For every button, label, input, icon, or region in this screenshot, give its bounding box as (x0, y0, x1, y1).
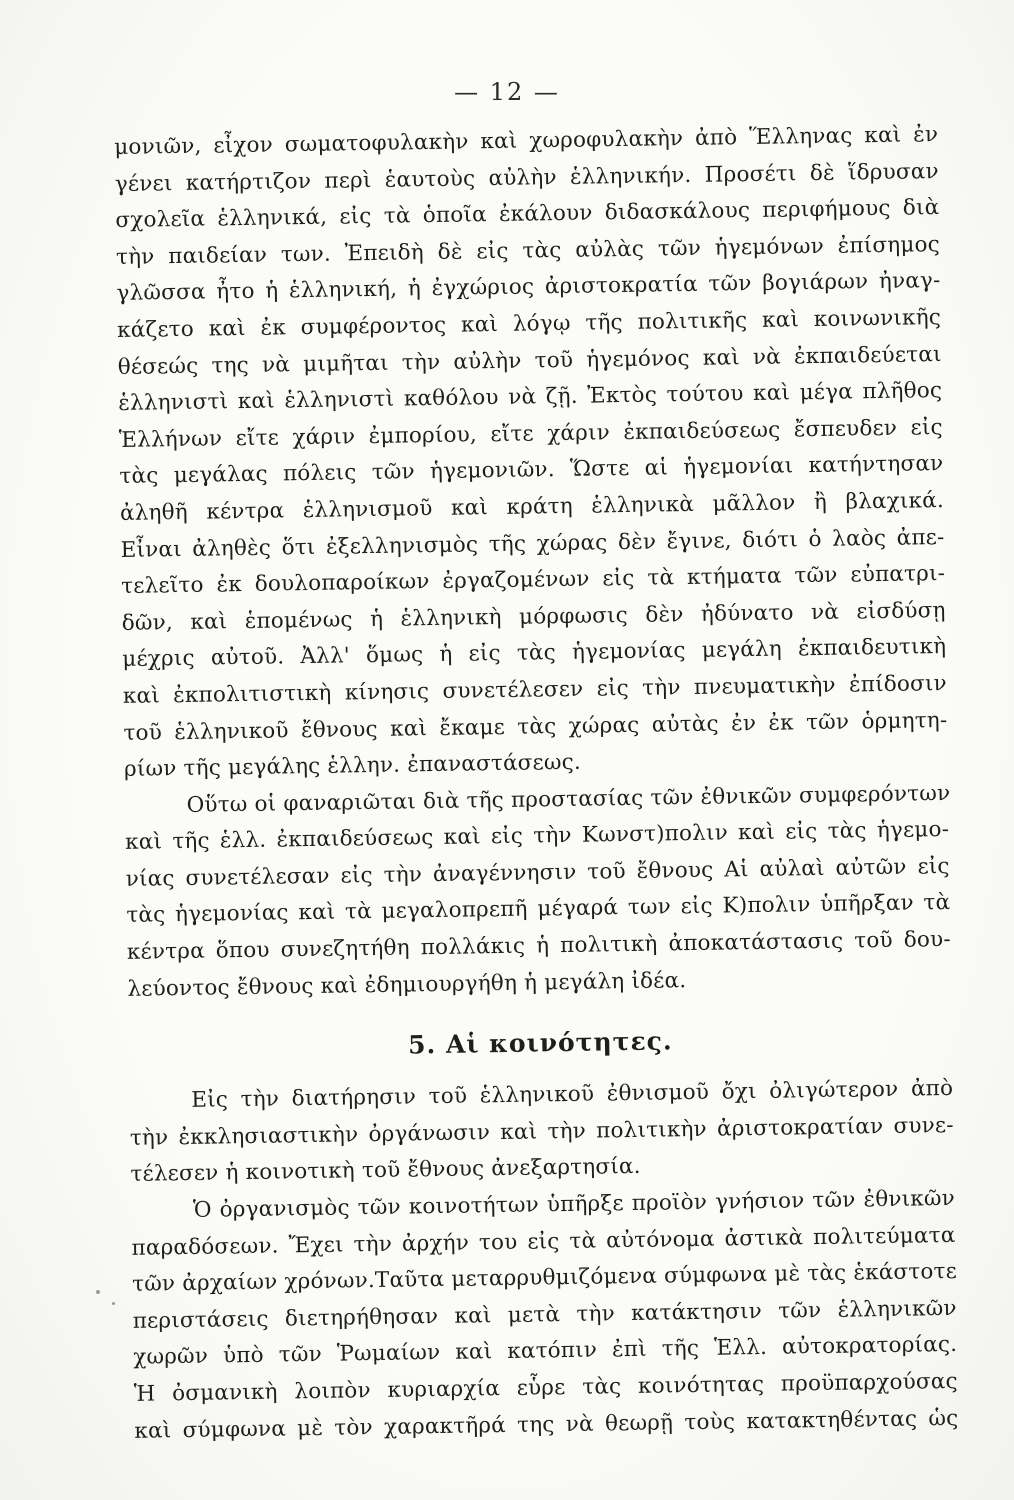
text-line: Ἡ ὀσμανικὴ λοιπὸν κυριαρχία εὗρε τὰς κοινότητας προϋπαρχούσας (133, 1368, 958, 1407)
text-line: καὶ ἐκπολιτιστικὴ κίνησις συνετέλεσεν εἰς τὴν πνευματικὴν ἐπίδοσιν (122, 670, 947, 709)
text-line: τὴν παιδείαν των. Ἐπειδὴ δὲ εἰς τὰς αὐλὰς τῶν ἡγεμόνων ἐπίσημος (115, 231, 941, 270)
text-line: τελεῖτο ἐκ δουλοπαροίκων ἐργαζομένων εἰς τὰ κτήματα τῶν εὐπατρι- (120, 561, 946, 600)
text-line: λεύοντος ἔθνους καὶ ἐδημιουργήθη ἡ μεγάλη ἰδέα. (127, 967, 687, 1002)
text-line: τὴν ἐκκλησιαστικὴν ὀργάνωσιν καὶ τὴν πολιτικὴν ἀριστοκρατίαν συνε- (129, 1112, 954, 1151)
text-line: περιστάσεις διετηρήθησαν καὶ μετὰ τὴν κατάκτησιν τῶν ἑλληνικῶν (132, 1295, 957, 1334)
text-line: καὶ τῆς ἑλλ. ἐκπαιδεύσεως καὶ εἰς τὴν Κωνστ)πολιν καὶ εἰς τὰς ἡγεμο- (124, 817, 950, 856)
text-line: ρίων τῆς μεγάλης ἑλλην. ἐπαναστάσεως. (123, 749, 582, 783)
text-line: τοῦ ἑλληνικοῦ ἔθνους καὶ ἔκαμε τὰς χώρας αὐτὰς ἐν ἐκ τῶν ὁρμητη- (123, 707, 948, 746)
scan-speck (112, 1302, 115, 1305)
text-line: γλῶσσα ἦτο ἡ ἑλληνική, ἡ ἐγχώριος ἀριστοκρατία τῶν βογιάρων ἠναγ- (116, 268, 941, 307)
text-line: τὰς ἡγεμονίας καὶ τὰ μεγαλοπρεπῆ μέγαρά των εἰς Κ)πολιν ὑπῆρξαν τὰ (126, 890, 951, 929)
paragraph-4 (131, 1181, 959, 1450)
text-line: θέσεώς της νὰ μιμῆται τὴν αὐλὴν τοῦ ἡγεμόνος καὶ νὰ ἐκπαιδεύεται (117, 341, 942, 380)
text-line: παραδόσεων. Ἔχει τὴν ἀρχήν του εἰς τὰ αὐτόνομα ἀστικὰ πολιτεύματα (131, 1222, 956, 1261)
text-line: καὶ σύμφωνα μὲ τὸν χαρακτῆρά της νὰ θεωρῇ τοὺς κατακτηθέντας ὡς (134, 1405, 959, 1444)
paragraph-2 (124, 776, 951, 1008)
body-text (114, 117, 959, 1450)
text-line: τὰς μεγάλας πόλεις τῶν ἡγεμονιῶν. Ὥστε αἱ ἡγεμονίαι κατήντησαν (119, 451, 944, 490)
text-line: κέντρα ὅπου συνεζητήθη πολλάκις ἡ πολιτικὴ ἀποκατάστασις τοῦ δου- (126, 927, 952, 965)
text-line: Εἶναι ἀληθὲς ὅτι ἐξελληνισμὸς τῆς χώρας δὲν ἔγινε, διότι ὁ λαὸς ἀπε- (120, 524, 945, 563)
text-line: Ἑλλήνων εἴτε χάριν ἐμπορίου, εἴτε χάριν ἐκπαιδεύσεως ἔσπευδεν εἰς (118, 414, 943, 453)
text-line: Εἰς τὴν διατήρησιν τοῦ ἑλληνικοῦ ἐθνισμοῦ ὄχι ὀλιγώτερον ἀπὸ (191, 1076, 954, 1114)
scan-speck (96, 1290, 100, 1294)
text-line: τέλεσεν ἡ κοινοτικὴ τοῦ ἔθνους ἀνεξαρτησία. (130, 1154, 641, 1188)
text-line: γένει κατήρτιζον περὶ ἑαυτοὺς αὐλὴν ἑλληνικήν. Προσέτι δὲ ἵδρυσαν (114, 158, 939, 197)
text-line: σχολεῖα ἑλληνικά, εἰς τὰ ὁποῖα ἐκάλουν διδασκάλους περιφήμους διὰ (115, 195, 940, 234)
paragraph-3 (129, 1071, 955, 1194)
text-line: ἑλληνιστὶ καὶ ἑλληνιστὶ καθόλου νὰ ζῇ. Ἐκτὸς τούτου καὶ μέγα πλῆθος (118, 378, 943, 417)
text-line: μέχρις αὐτοῦ. Ἀλλ' ὅμως ἡ εἰς τὰς ἡγεμονίας μεγάλη ἐκπαιδευτικὴ (122, 634, 947, 673)
text-line: χωρῶν ὑπὸ τῶν Ῥωμαίων καὶ κατόπιν ἐπὶ τῆς Ἑλλ. αὐτοκρατορίας. (133, 1332, 958, 1371)
text-line: νίας συνετέλεσαν εἰς τὴν ἀναγέννησιν τοῦ ἔθνους Αἱ αὐλαὶ αὐτῶν εἰς (125, 853, 950, 892)
text-line: δῶν, καὶ ἑπομένως ἡ ἑλληνικὴ μόρφωσις δὲν ἠδύνατο νὰ εἰσδύσῃ (121, 597, 946, 636)
text-line: ἀληθῆ κέντρα ἑλληνισμοῦ καὶ κράτη ἑλληνικὰ μᾶλλον ἢ βλαχικά. (119, 487, 945, 526)
text-line: Ὁ ὀργανισμὸς τῶν κοινοτήτων ὑπῆρξε προϊὸν γνήσιον τῶν ἐθνικῶν (192, 1185, 956, 1223)
section-heading: 5. Αἱ κοινότητες. (407, 1026, 673, 1060)
text-line: τῶν ἀρχαίων χρόνων.Ταῦτα μεταρρυθμιζόμενα σύμφωνα μὲ τὰς ἑκάστοτε (131, 1259, 958, 1298)
text-line: μονιῶν, εἶχον σωματοφυλακὴν καὶ χωροφυλακὴν ἀπὸ Ἕλληνας καὶ ἐν (114, 122, 939, 160)
page-number: — 12 — (454, 78, 560, 106)
paragraph-1 (114, 117, 948, 789)
text-line: κάζετο καὶ ἐκ συμφέροντος καὶ λόγῳ τῆς πολιτικῆς καὶ κοινωνικῆς (116, 305, 942, 343)
text-line: Οὕτω οἱ φαναριῶται διὰ τῆς προστασίας τῶν ἐθνικῶν συμφερόντων (186, 780, 951, 818)
